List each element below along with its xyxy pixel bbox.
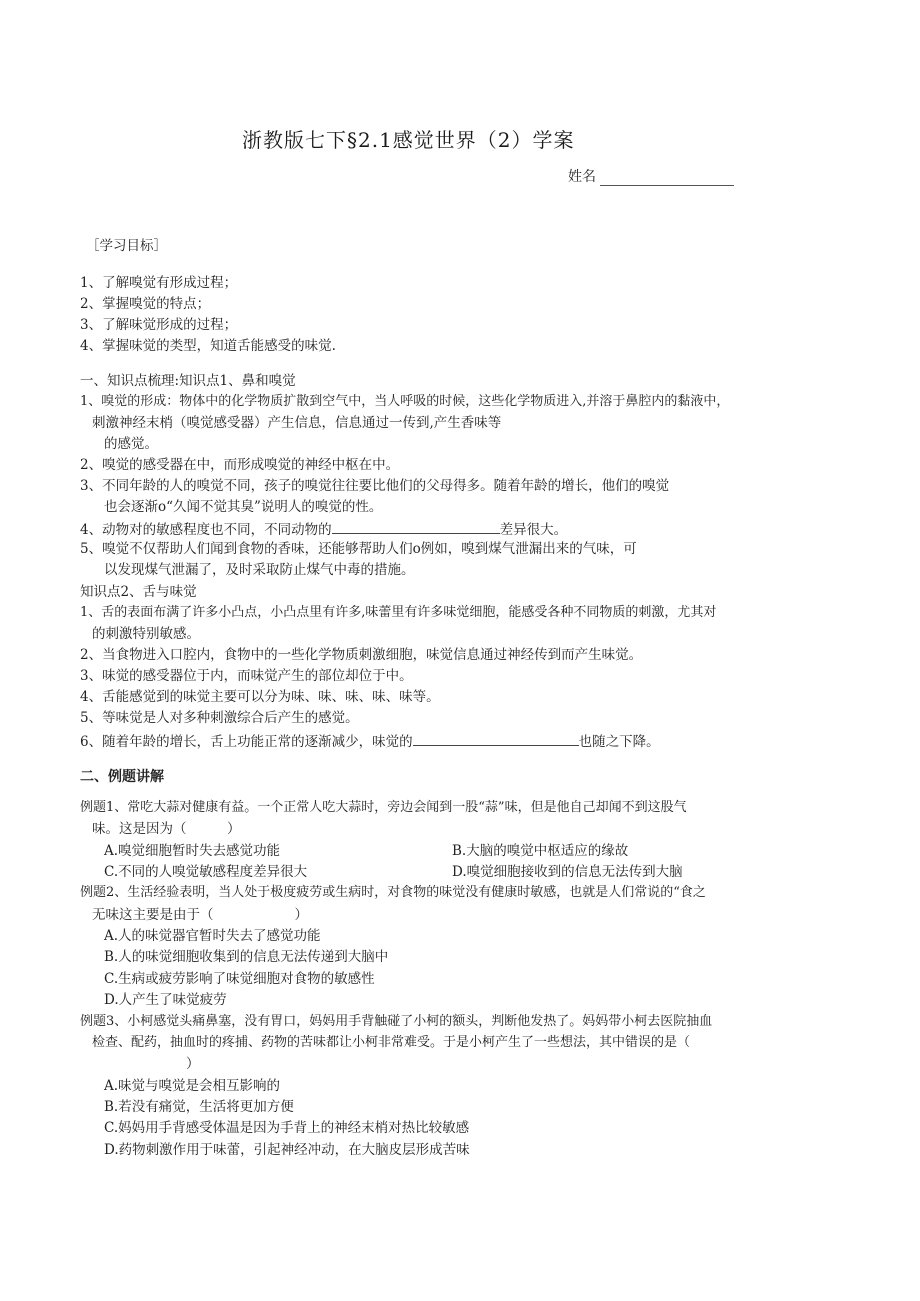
fill-blank[interactable] xyxy=(332,519,500,534)
example1-option-b[interactable]: B.大脑的嗅觉中枢适应的缘故 xyxy=(452,843,629,859)
smell-line: 3、不同年龄的人的嗅觉不同，孩子的嗅觉往往要比他们的父母得多。随着年龄的增长，他们的嗅觉 xyxy=(80,478,670,494)
example2-option-c[interactable]: C.生病或疲劳影响了味觉细胞对食物的敏感性 xyxy=(104,971,375,987)
objective-item: 2、掌握嗅觉的特点； xyxy=(80,296,211,312)
smell-line: 5、嗅觉不仅帮助人们闻到食物的香味，还能够帮助人们o例如，嗅到煤气泄漏出来的气味，可 xyxy=(80,541,637,557)
example2-option-b[interactable]: B.人的味觉细胞收集到的信息无法传递到大脑中 xyxy=(104,949,389,965)
smell-line: 1、嗅觉的形成：物体中的化学物质扩散到空气中，当人呼吸的时候，这些化学物质进入,并溶于鼻腔内的黏液中， xyxy=(80,394,730,409)
page-title: 浙教版七下§2.1感觉世界（2）学案 xyxy=(242,128,575,152)
example1-question: 例题1、常吃大蒜对健康有益。一个正常人吃大蒜时，旁边会闻到一股“蒜”味，但是他自己却闻不到这股气 xyxy=(80,800,687,815)
smell-line: 刺激神经末梢（嗅觉感受器）产生信息，信息通过一传到,产生香味等 xyxy=(92,415,502,431)
example3-question-end: ） xyxy=(186,1056,200,1072)
taste-line: 1、舌的表面布满了许多小凸点，小凸点里有许多,味蕾里有许多味觉细胞，能感受各种不同物质的刺激，尤其对 xyxy=(80,605,717,620)
objective-item: 4、掌握味觉的类型，知道舌能感受的味觉. xyxy=(80,338,336,354)
taste-line-6 xyxy=(80,731,660,751)
example3-option-b[interactable]: B.若没有痛觉，生活将更加方便 xyxy=(104,1099,294,1115)
example3-question: 例题3、小柯感觉头痛鼻塞，没有胃口，妈妈用手背触碰了小柯的额头，判断他发热了。妈妈带小柯去医院抽血 xyxy=(80,1014,713,1029)
taste-line: 3、味觉的感受器位于内，而味觉产生的部位却位于中。 xyxy=(80,668,413,684)
example1-option-d[interactable]: D.嗅觉细胞接收到的信息无法传到大脑 xyxy=(452,864,683,880)
smell-line: 的感觉。 xyxy=(104,436,158,452)
smell-line: 以发现煤气泄漏了，及时采取防止煤气中毒的措施。 xyxy=(104,562,415,578)
section1-heading: 一、知识点梳理:知识点1、鼻和嗅觉 xyxy=(80,373,296,389)
objective-item: 3、了解味觉形成的过程； xyxy=(80,317,238,333)
taste-line: 2、当食物进入口腔内，食物中的一些化学物质刺激细胞，味觉信息通过神经传到而产生味觉。 xyxy=(80,647,643,663)
smell-line: 也会逐渐o“久闻不觉其臭”说明人的嗅觉的性。 xyxy=(104,499,383,515)
example2-question-cont: 无味这主要是由于（ ） xyxy=(92,907,308,923)
objective-item: 1、了解嗅觉有形成过程； xyxy=(80,275,238,291)
example2-question: 例题2、生活经验表明，当人处于极度疲劳或生病时，对食物的味觉没有健康时敏感，也就是人们常说的“食之 xyxy=(80,885,706,900)
name-field[interactable] xyxy=(568,166,734,186)
smell-line: 2、嗅觉的感受器在中，而形成嗅觉的神经中枢在中。 xyxy=(80,457,400,473)
taste-line-6-end: 也随之下降。 xyxy=(578,734,660,750)
section1-heading2: 知识点2、舌与味觉 xyxy=(80,584,197,600)
taste-line: 4、舌能感觉到的味觉主要可以分为味、味、味、味、味等。 xyxy=(80,689,440,705)
objectives-heading: ［学习目标］ xyxy=(86,238,167,254)
smell-line-4-end: 差异很大。 xyxy=(499,522,568,538)
fill-blank[interactable] xyxy=(413,731,579,746)
example1-option-a[interactable]: A.嗅觉细胞暂时失去感觉功能 xyxy=(104,843,281,859)
example3-question-cont: 检查、配药，抽血时的疼捕、药物的苦味都让小柯非常难受。于是小柯产生了一些想法，其中错误的是（ xyxy=(92,1035,691,1050)
example1-option-c[interactable]: C.不同的人嗅觉敏感程度差异很大 xyxy=(104,864,308,880)
example3-option-a[interactable]: A.味觉与嗅觉是会相互影响的 xyxy=(104,1078,281,1094)
name-label: 姓名 xyxy=(568,169,596,185)
smell-line-4-start: 4、动物对的敏感程度也不同，不同动物的 xyxy=(80,522,332,538)
taste-line: 5、等味觉是人对多种刺激综合后产生的感觉。 xyxy=(80,710,359,726)
name-blank[interactable] xyxy=(600,171,734,186)
example1-question-cont: 味。这是因为（ ） xyxy=(92,821,241,837)
example2-option-a[interactable]: A.人的味觉器官暂时失去了感觉功能 xyxy=(104,928,321,944)
section2-heading: 二、例题讲解 xyxy=(80,769,164,785)
smell-line-4 xyxy=(80,519,567,539)
taste-line: 的刺激特别敏感。 xyxy=(92,626,200,642)
example2-option-d[interactable]: D.人产生了味觉疲劳 xyxy=(104,992,227,1008)
example3-option-c[interactable]: C.妈妈用手背感受体温是因为手背上的神经末梢对热比较敏感 xyxy=(104,1120,470,1136)
example3-option-d[interactable]: D.药物刺激作用于味蕾，引起神经冲动，在大脑皮层形成苦味 xyxy=(104,1142,470,1158)
taste-line-6-start: 6、随着年龄的增长，舌上功能正常的逐渐减少，味觉的 xyxy=(80,734,413,750)
